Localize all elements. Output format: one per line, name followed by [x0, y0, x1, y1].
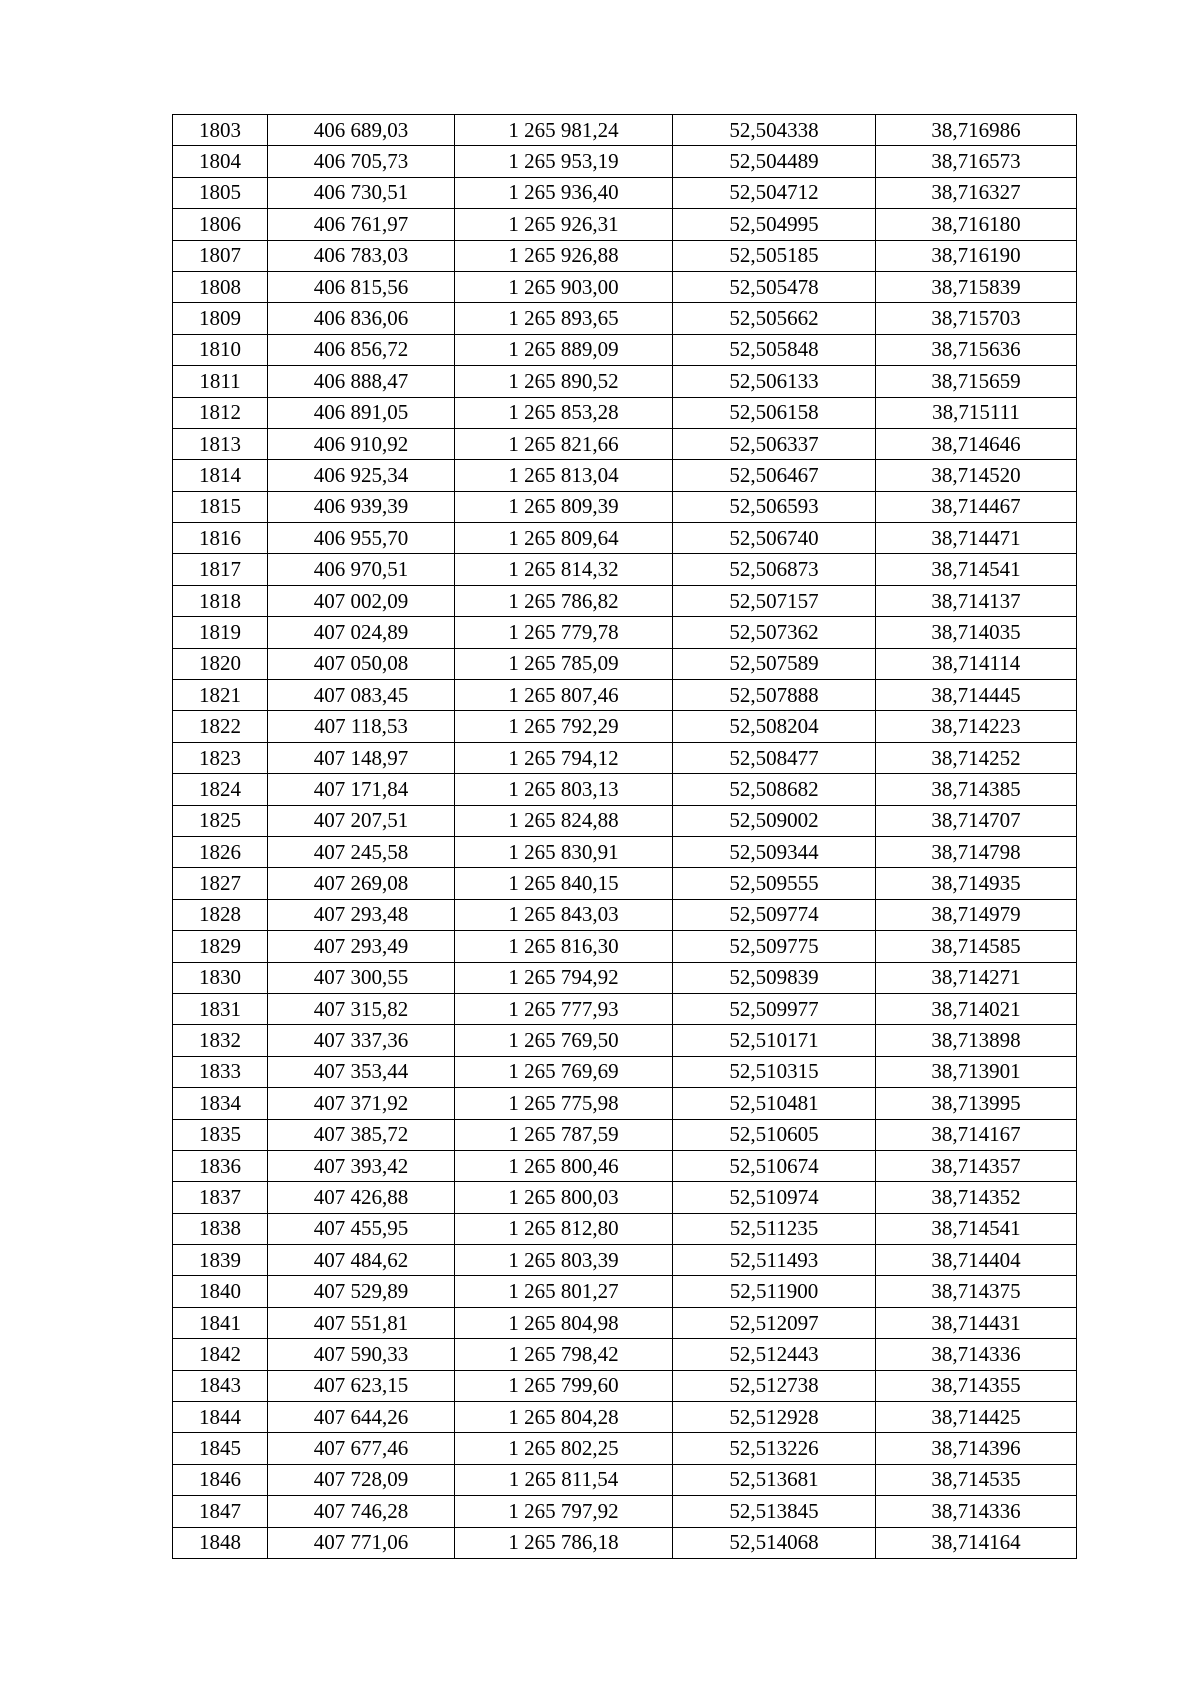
point-number-cell: 1833 [173, 1056, 268, 1087]
y-coordinate-cell: 1 265 903,00 [455, 271, 673, 302]
y-coordinate-cell: 1 265 779,78 [455, 617, 673, 648]
y-coordinate-cell: 1 265 926,88 [455, 240, 673, 271]
point-number-cell: 1815 [173, 491, 268, 522]
latitude-cell: 52,504712 [673, 177, 876, 208]
longitude-cell: 38,714021 [876, 993, 1077, 1024]
point-number-cell: 1818 [173, 585, 268, 616]
point-number-cell: 1827 [173, 868, 268, 899]
point-number-cell: 1839 [173, 1245, 268, 1276]
longitude-cell: 38,715659 [876, 366, 1077, 397]
y-coordinate-cell: 1 265 889,09 [455, 334, 673, 365]
table-row [173, 711, 1077, 742]
x-coordinate-cell: 407 293,49 [268, 931, 455, 962]
point-number-cell: 1813 [173, 428, 268, 459]
x-coordinate-cell: 406 689,03 [268, 115, 455, 146]
latitude-cell: 52,509839 [673, 962, 876, 993]
x-coordinate-cell: 407 148,97 [268, 742, 455, 773]
x-coordinate-cell: 407 426,88 [268, 1182, 455, 1213]
x-coordinate-cell: 406 705,73 [268, 146, 455, 177]
table-row [173, 1245, 1077, 1276]
x-coordinate-cell: 407 771,06 [268, 1527, 455, 1558]
table-row [173, 523, 1077, 554]
x-coordinate-cell: 407 484,62 [268, 1245, 455, 1276]
y-coordinate-cell: 1 265 798,42 [455, 1339, 673, 1370]
coordinates-table [172, 114, 1077, 1559]
x-coordinate-cell: 407 746,28 [268, 1496, 455, 1527]
latitude-cell: 52,508477 [673, 742, 876, 773]
table-row [173, 617, 1077, 648]
y-coordinate-cell: 1 265 769,50 [455, 1025, 673, 1056]
x-coordinate-cell: 407 623,15 [268, 1370, 455, 1401]
latitude-cell: 52,505848 [673, 334, 876, 365]
table-row [173, 271, 1077, 302]
x-coordinate-cell: 407 118,53 [268, 711, 455, 742]
y-coordinate-cell: 1 265 787,59 [455, 1119, 673, 1150]
point-number-cell: 1836 [173, 1150, 268, 1181]
point-number-cell: 1844 [173, 1402, 268, 1433]
table-row [173, 774, 1077, 805]
point-number-cell: 1845 [173, 1433, 268, 1464]
longitude-cell: 38,716986 [876, 115, 1077, 146]
point-number-cell: 1812 [173, 397, 268, 428]
table-row [173, 836, 1077, 867]
point-number-cell: 1831 [173, 993, 268, 1024]
longitude-cell: 38,714541 [876, 554, 1077, 585]
latitude-cell: 52,504489 [673, 146, 876, 177]
y-coordinate-cell: 1 265 801,27 [455, 1276, 673, 1307]
longitude-cell: 38,714935 [876, 868, 1077, 899]
y-coordinate-cell: 1 265 807,46 [455, 680, 673, 711]
longitude-cell: 38,714646 [876, 428, 1077, 459]
latitude-cell: 52,510481 [673, 1088, 876, 1119]
point-number-cell: 1816 [173, 523, 268, 554]
latitude-cell: 52,509774 [673, 899, 876, 930]
x-coordinate-cell: 407 393,42 [268, 1150, 455, 1181]
y-coordinate-cell: 1 265 794,12 [455, 742, 673, 773]
latitude-cell: 52,506133 [673, 366, 876, 397]
table-row [173, 1150, 1077, 1181]
x-coordinate-cell: 407 644,26 [268, 1402, 455, 1433]
latitude-cell: 52,506873 [673, 554, 876, 585]
longitude-cell: 38,714352 [876, 1182, 1077, 1213]
point-number-cell: 1842 [173, 1339, 268, 1370]
longitude-cell: 38,714223 [876, 711, 1077, 742]
latitude-cell: 52,513681 [673, 1464, 876, 1495]
longitude-cell: 38,713901 [876, 1056, 1077, 1087]
longitude-cell: 38,714585 [876, 931, 1077, 962]
longitude-cell: 38,716180 [876, 209, 1077, 240]
point-number-cell: 1824 [173, 774, 268, 805]
table-row [173, 1433, 1077, 1464]
longitude-cell: 38,714357 [876, 1150, 1077, 1181]
point-number-cell: 1809 [173, 303, 268, 334]
latitude-cell: 52,511235 [673, 1213, 876, 1244]
x-coordinate-cell: 406 836,06 [268, 303, 455, 334]
y-coordinate-cell: 1 265 804,28 [455, 1402, 673, 1433]
x-coordinate-cell: 407 529,89 [268, 1276, 455, 1307]
point-number-cell: 1835 [173, 1119, 268, 1150]
point-number-cell: 1828 [173, 899, 268, 930]
latitude-cell: 52,506158 [673, 397, 876, 428]
y-coordinate-cell: 1 265 893,65 [455, 303, 673, 334]
table-row [173, 931, 1077, 962]
x-coordinate-cell: 407 293,48 [268, 899, 455, 930]
latitude-cell: 52,506740 [673, 523, 876, 554]
latitude-cell: 52,510674 [673, 1150, 876, 1181]
longitude-cell: 38,714137 [876, 585, 1077, 616]
y-coordinate-cell: 1 265 814,32 [455, 554, 673, 585]
x-coordinate-cell: 407 590,33 [268, 1339, 455, 1370]
latitude-cell: 52,510974 [673, 1182, 876, 1213]
point-number-cell: 1837 [173, 1182, 268, 1213]
x-coordinate-cell: 407 315,82 [268, 993, 455, 1024]
point-number-cell: 1823 [173, 742, 268, 773]
latitude-cell: 52,509977 [673, 993, 876, 1024]
point-number-cell: 1834 [173, 1088, 268, 1119]
point-number-cell: 1810 [173, 334, 268, 365]
point-number-cell: 1821 [173, 680, 268, 711]
x-coordinate-cell: 406 891,05 [268, 397, 455, 428]
table-row [173, 1182, 1077, 1213]
table-row [173, 868, 1077, 899]
table-row [173, 962, 1077, 993]
latitude-cell: 52,513226 [673, 1433, 876, 1464]
y-coordinate-cell: 1 265 824,88 [455, 805, 673, 836]
y-coordinate-cell: 1 265 809,64 [455, 523, 673, 554]
point-number-cell: 1838 [173, 1213, 268, 1244]
x-coordinate-cell: 407 728,09 [268, 1464, 455, 1495]
longitude-cell: 38,714979 [876, 899, 1077, 930]
table-row [173, 1276, 1077, 1307]
table-row [173, 1339, 1077, 1370]
longitude-cell: 38,714467 [876, 491, 1077, 522]
y-coordinate-cell: 1 265 794,92 [455, 962, 673, 993]
point-number-cell: 1848 [173, 1527, 268, 1558]
latitude-cell: 52,514068 [673, 1527, 876, 1558]
table-row [173, 177, 1077, 208]
x-coordinate-cell: 407 269,08 [268, 868, 455, 899]
longitude-cell: 38,714535 [876, 1464, 1077, 1495]
longitude-cell: 38,714336 [876, 1339, 1077, 1370]
latitude-cell: 52,512443 [673, 1339, 876, 1370]
longitude-cell: 38,714707 [876, 805, 1077, 836]
table-row [173, 240, 1077, 271]
table-row [173, 1496, 1077, 1527]
latitude-cell: 52,509775 [673, 931, 876, 962]
x-coordinate-cell: 407 353,44 [268, 1056, 455, 1087]
x-coordinate-cell: 407 300,55 [268, 962, 455, 993]
table-row [173, 585, 1077, 616]
point-number-cell: 1830 [173, 962, 268, 993]
longitude-cell: 38,714035 [876, 617, 1077, 648]
point-number-cell: 1808 [173, 271, 268, 302]
y-coordinate-cell: 1 265 800,03 [455, 1182, 673, 1213]
longitude-cell: 38,714164 [876, 1527, 1077, 1558]
point-number-cell: 1811 [173, 366, 268, 397]
longitude-cell: 38,715636 [876, 334, 1077, 365]
point-number-cell: 1803 [173, 115, 268, 146]
latitude-cell: 52,505185 [673, 240, 876, 271]
longitude-cell: 38,716190 [876, 240, 1077, 271]
y-coordinate-cell: 1 265 777,93 [455, 993, 673, 1024]
latitude-cell: 52,506337 [673, 428, 876, 459]
point-number-cell: 1846 [173, 1464, 268, 1495]
longitude-cell: 38,714541 [876, 1213, 1077, 1244]
x-coordinate-cell: 406 970,51 [268, 554, 455, 585]
table-row [173, 1402, 1077, 1433]
table-row [173, 993, 1077, 1024]
latitude-cell: 52,506593 [673, 491, 876, 522]
y-coordinate-cell: 1 265 785,09 [455, 648, 673, 679]
x-coordinate-cell: 406 939,39 [268, 491, 455, 522]
point-number-cell: 1805 [173, 177, 268, 208]
latitude-cell: 52,507157 [673, 585, 876, 616]
point-number-cell: 1814 [173, 460, 268, 491]
y-coordinate-cell: 1 265 853,28 [455, 397, 673, 428]
table-row [173, 680, 1077, 711]
y-coordinate-cell: 1 265 786,82 [455, 585, 673, 616]
latitude-cell: 52,504338 [673, 115, 876, 146]
latitude-cell: 52,508204 [673, 711, 876, 742]
x-coordinate-cell: 407 002,09 [268, 585, 455, 616]
latitude-cell: 52,510605 [673, 1119, 876, 1150]
latitude-cell: 52,507589 [673, 648, 876, 679]
x-coordinate-cell: 406 783,03 [268, 240, 455, 271]
table-row [173, 1088, 1077, 1119]
y-coordinate-cell: 1 265 926,31 [455, 209, 673, 240]
latitude-cell: 52,505478 [673, 271, 876, 302]
table-row [173, 491, 1077, 522]
table-row [173, 1307, 1077, 1338]
x-coordinate-cell: 406 910,92 [268, 428, 455, 459]
y-coordinate-cell: 1 265 804,98 [455, 1307, 673, 1338]
table-row [173, 899, 1077, 930]
table-row [173, 1119, 1077, 1150]
longitude-cell: 38,714252 [876, 742, 1077, 773]
longitude-cell: 38,714431 [876, 1307, 1077, 1338]
x-coordinate-cell: 406 888,47 [268, 366, 455, 397]
latitude-cell: 52,504995 [673, 209, 876, 240]
x-coordinate-cell: 407 551,81 [268, 1307, 455, 1338]
table-row [173, 742, 1077, 773]
x-coordinate-cell: 407 455,95 [268, 1213, 455, 1244]
latitude-cell: 52,513845 [673, 1496, 876, 1527]
point-number-cell: 1829 [173, 931, 268, 962]
y-coordinate-cell: 1 265 799,60 [455, 1370, 673, 1401]
longitude-cell: 38,714445 [876, 680, 1077, 711]
y-coordinate-cell: 1 265 803,13 [455, 774, 673, 805]
y-coordinate-cell: 1 265 786,18 [455, 1527, 673, 1558]
longitude-cell: 38,715703 [876, 303, 1077, 334]
table-row [173, 366, 1077, 397]
y-coordinate-cell: 1 265 936,40 [455, 177, 673, 208]
table-row [173, 209, 1077, 240]
table-row [173, 554, 1077, 585]
point-number-cell: 1806 [173, 209, 268, 240]
y-coordinate-cell: 1 265 981,24 [455, 115, 673, 146]
y-coordinate-cell: 1 265 811,54 [455, 1464, 673, 1495]
y-coordinate-cell: 1 265 809,39 [455, 491, 673, 522]
point-number-cell: 1847 [173, 1496, 268, 1527]
longitude-cell: 38,714355 [876, 1370, 1077, 1401]
table-row [173, 648, 1077, 679]
latitude-cell: 52,505662 [673, 303, 876, 334]
y-coordinate-cell: 1 265 843,03 [455, 899, 673, 930]
longitude-cell: 38,714271 [876, 962, 1077, 993]
table-row [173, 460, 1077, 491]
table-row [173, 1213, 1077, 1244]
longitude-cell: 38,714114 [876, 648, 1077, 679]
longitude-cell: 38,714471 [876, 523, 1077, 554]
table-row [173, 146, 1077, 177]
x-coordinate-cell: 406 761,97 [268, 209, 455, 240]
longitude-cell: 38,714375 [876, 1276, 1077, 1307]
y-coordinate-cell: 1 265 813,04 [455, 460, 673, 491]
y-coordinate-cell: 1 265 803,39 [455, 1245, 673, 1276]
y-coordinate-cell: 1 265 792,29 [455, 711, 673, 742]
longitude-cell: 38,714520 [876, 460, 1077, 491]
point-number-cell: 1826 [173, 836, 268, 867]
y-coordinate-cell: 1 265 840,15 [455, 868, 673, 899]
x-coordinate-cell: 406 955,70 [268, 523, 455, 554]
table-row [173, 397, 1077, 428]
latitude-cell: 52,512738 [673, 1370, 876, 1401]
point-number-cell: 1819 [173, 617, 268, 648]
point-number-cell: 1817 [173, 554, 268, 585]
point-number-cell: 1820 [173, 648, 268, 679]
latitude-cell: 52,508682 [673, 774, 876, 805]
longitude-cell: 38,714425 [876, 1402, 1077, 1433]
table-row [173, 1056, 1077, 1087]
longitude-cell: 38,715839 [876, 271, 1077, 302]
point-number-cell: 1841 [173, 1307, 268, 1338]
x-coordinate-cell: 406 856,72 [268, 334, 455, 365]
x-coordinate-cell: 406 730,51 [268, 177, 455, 208]
y-coordinate-cell: 1 265 769,69 [455, 1056, 673, 1087]
y-coordinate-cell: 1 265 830,91 [455, 836, 673, 867]
table-row [173, 1025, 1077, 1056]
table-row [173, 115, 1077, 146]
x-coordinate-cell: 407 371,92 [268, 1088, 455, 1119]
longitude-cell: 38,714385 [876, 774, 1077, 805]
y-coordinate-cell: 1 265 816,30 [455, 931, 673, 962]
latitude-cell: 52,512928 [673, 1402, 876, 1433]
latitude-cell: 52,510171 [673, 1025, 876, 1056]
longitude-cell: 38,716573 [876, 146, 1077, 177]
x-coordinate-cell: 407 677,46 [268, 1433, 455, 1464]
table-row [173, 334, 1077, 365]
point-number-cell: 1843 [173, 1370, 268, 1401]
y-coordinate-cell: 1 265 812,80 [455, 1213, 673, 1244]
table-row [173, 805, 1077, 836]
table-row [173, 428, 1077, 459]
point-number-cell: 1804 [173, 146, 268, 177]
latitude-cell: 52,506467 [673, 460, 876, 491]
x-coordinate-cell: 406 925,34 [268, 460, 455, 491]
table-row [173, 1527, 1077, 1558]
table-row [173, 1370, 1077, 1401]
longitude-cell: 38,716327 [876, 177, 1077, 208]
longitude-cell: 38,713995 [876, 1088, 1077, 1119]
x-coordinate-cell: 407 171,84 [268, 774, 455, 805]
x-coordinate-cell: 407 083,45 [268, 680, 455, 711]
y-coordinate-cell: 1 265 775,98 [455, 1088, 673, 1119]
x-coordinate-cell: 407 050,08 [268, 648, 455, 679]
y-coordinate-cell: 1 265 821,66 [455, 428, 673, 459]
point-number-cell: 1807 [173, 240, 268, 271]
latitude-cell: 52,509555 [673, 868, 876, 899]
x-coordinate-cell: 407 245,58 [268, 836, 455, 867]
table-row [173, 303, 1077, 334]
longitude-cell: 38,714167 [876, 1119, 1077, 1150]
y-coordinate-cell: 1 265 800,46 [455, 1150, 673, 1181]
x-coordinate-cell: 407 024,89 [268, 617, 455, 648]
longitude-cell: 38,714396 [876, 1433, 1077, 1464]
point-number-cell: 1840 [173, 1276, 268, 1307]
longitude-cell: 38,714798 [876, 836, 1077, 867]
y-coordinate-cell: 1 265 797,92 [455, 1496, 673, 1527]
coordinates-table-body [173, 115, 1077, 1559]
latitude-cell: 52,509002 [673, 805, 876, 836]
x-coordinate-cell: 407 337,36 [268, 1025, 455, 1056]
latitude-cell: 52,509344 [673, 836, 876, 867]
y-coordinate-cell: 1 265 802,25 [455, 1433, 673, 1464]
longitude-cell: 38,715111 [876, 397, 1077, 428]
longitude-cell: 38,713898 [876, 1025, 1077, 1056]
table-row [173, 1464, 1077, 1495]
x-coordinate-cell: 406 815,56 [268, 271, 455, 302]
x-coordinate-cell: 407 385,72 [268, 1119, 455, 1150]
latitude-cell: 52,507362 [673, 617, 876, 648]
point-number-cell: 1825 [173, 805, 268, 836]
latitude-cell: 52,511493 [673, 1245, 876, 1276]
longitude-cell: 38,714404 [876, 1245, 1077, 1276]
point-number-cell: 1822 [173, 711, 268, 742]
latitude-cell: 52,512097 [673, 1307, 876, 1338]
x-coordinate-cell: 407 207,51 [268, 805, 455, 836]
y-coordinate-cell: 1 265 890,52 [455, 366, 673, 397]
latitude-cell: 52,507888 [673, 680, 876, 711]
point-number-cell: 1832 [173, 1025, 268, 1056]
latitude-cell: 52,510315 [673, 1056, 876, 1087]
y-coordinate-cell: 1 265 953,19 [455, 146, 673, 177]
latitude-cell: 52,511900 [673, 1276, 876, 1307]
longitude-cell: 38,714336 [876, 1496, 1077, 1527]
